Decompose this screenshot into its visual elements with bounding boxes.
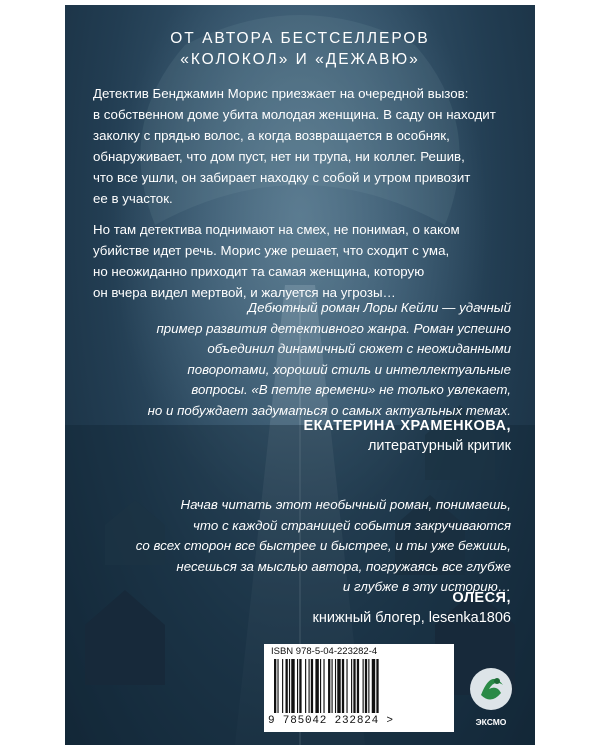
barcode-bar [289,659,290,713]
text-line: Дебютный роман Лоры Кейли — удачный [247,300,511,315]
review-1-attribution [303,416,511,456]
text-line: Но там детектива поднимают на смех, не понимая, о каком [93,222,460,237]
barcode-bar [311,659,313,713]
barcode-bar [337,659,340,713]
text-line: несешься за мыслью автора, погружаясь все глубже [176,558,511,574]
barcode [272,659,450,713]
barcode-bar [346,659,347,713]
barcode-bar [351,659,352,713]
review-2-role: книжный блогер, lesenka1806 [312,610,511,626]
header-line-1: ОТ АВТОРА БЕСТСЕЛЛЕРОВ [170,30,430,47]
synopsis-paragraph-1 [93,83,513,209]
barcode-bar [274,659,276,713]
barcode-bar [335,659,336,713]
barcode-bar [342,659,344,713]
barcode-bar [376,659,378,713]
barcode-bar [315,659,318,713]
barcode-bar [323,659,324,713]
barcode-bar [353,659,355,713]
text-line: ее в участок. [93,191,173,206]
isbn-label: ISBN 978-5-04-223282-4 [271,646,378,657]
header-line-2: «КОЛОКОЛ» И «ДЕЖАВЮ» [180,51,420,68]
text-line: и глубже в эту историю… [342,579,511,594]
barcode-bar [357,659,359,713]
text-line: что все ушли, он забирает находку с собой и утром привозит [93,170,471,185]
barcode-bar [282,659,283,713]
review-1-role: литературный критик [367,438,511,454]
barcode-bar [305,659,306,713]
barcode-bar [328,659,330,713]
publisher-logo [467,665,515,731]
text-line: объединил динамичный сюжет с неожиданными [207,341,511,356]
text-line: убийстве идет речь. Морис уже решает, что сходит с ума, [93,243,450,258]
isbn-number: 9 785042 232824 > [268,715,394,727]
barcode-bar [291,659,294,713]
barcode-bar [309,659,310,713]
review-2-author: ОЛЕСЯ, [452,590,511,606]
review-2-quote [91,495,511,598]
barcode-bar [365,659,367,713]
text-line: пример развития детективного жанра. Роман успешно [156,320,511,336]
text-line: Начав читать этот необычный роман, понимаешь, [180,497,511,512]
text-line: но и побуждает задуматься о самых актуальных темах. [147,402,511,418]
text-line: что с каждой страницей события закручиваются [193,517,511,533]
isbn-barcode-box [264,644,454,732]
barcode-bar [297,659,298,713]
publisher-logo-text: ЭКСМО [475,717,507,727]
barcode-bar [299,659,301,713]
text-line: со всех сторон все быстрее и быстрее, и ты уже бежишь, [135,538,511,553]
text-line: вопросы. «В петле времени» не только увлекает, [191,382,511,397]
barcode-bar [320,659,321,713]
book-back-cover [65,5,535,745]
text-line: Детектив Бенджамин Морис приезжает на очередной вызов: [93,86,469,101]
text-line: поворотами, хороший стиль и интеллектуальные [187,361,511,377]
eksmo-logo-icon [467,665,515,717]
barcode-bar [372,659,375,713]
review-2-attribution [313,588,511,628]
barcode-bar [368,659,369,713]
text-line: обнаруживает, что дом пуст, нет ни трупа, ни коллег. Решив, [93,149,465,164]
barcode-bar [286,659,288,713]
text-line: в собственном доме убита молодая женщина. В саду он находит [93,107,496,122]
barcode-bar [332,659,333,713]
review-1-author: ЕКАТЕРИНА ХРАМЕНКОВА, [303,418,511,434]
text-line: он вчера видел мертвой, и жалуется на угрозы… [93,285,396,300]
text-line: но неожиданно приходит та самая женщина, которую [93,264,425,279]
synopsis-paragraph-2 [93,219,513,303]
barcode-bar [363,659,364,713]
barcode-bar [277,659,278,713]
text-line: заколку с прядью волос, а когда возвращается в особняк, [93,128,450,143]
review-1-quote [91,298,511,421]
